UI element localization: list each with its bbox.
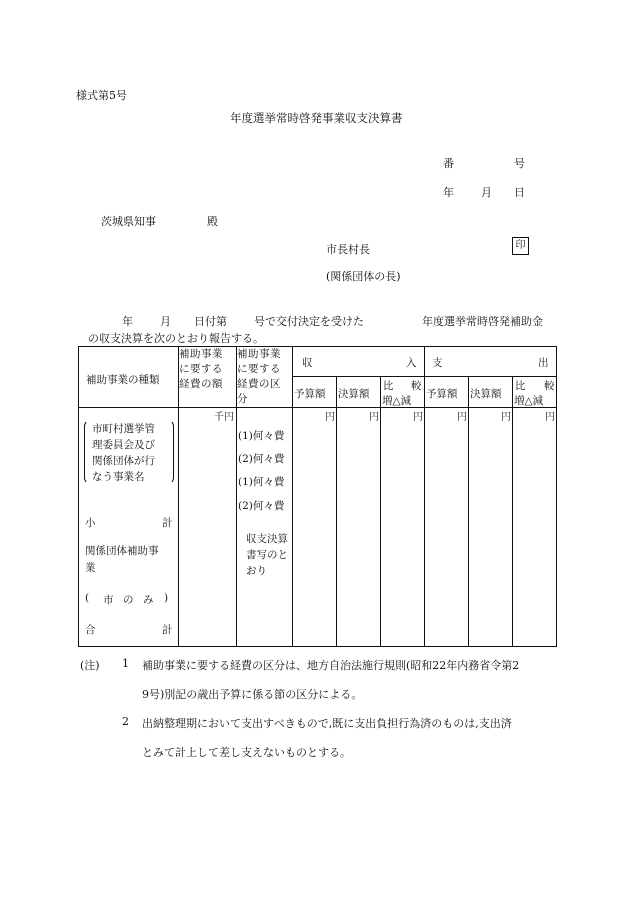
total-b: 計 [162,624,173,636]
col-class-line-2: に要する [237,363,281,375]
note-2-line-1: 出納整理期において支出すべきもので,既に支出負担行為済のものは,支出済 [142,717,512,730]
unit-yen-5: 円 [501,412,511,423]
unit-yen-1: 円 [325,412,335,423]
document-title: 年度選挙常時啓発事業収支決算書 [230,111,403,125]
income-settlement: 決算額 [338,388,370,400]
seal-mark: 印 [512,237,529,255]
city-only-close: ) [164,592,169,604]
note-2-line-2: とみて計上して差し支えないものとする。 [142,746,351,759]
income-header-left: 収 [302,357,313,369]
col-class-line-3: 経費の区 [237,378,281,390]
date-month: 月 [481,186,492,199]
unit-yen-4: 円 [457,412,467,423]
date-year: 年 [443,186,454,199]
business-name-line-2: 理委員会及び [92,439,155,451]
business-name-line-3: 関係団体が行 [92,455,155,467]
expense-budget: 予算額 [426,388,458,400]
note-line-2: 書写のと [246,549,288,561]
body-subsidy: 年度選挙常時啓発補助金 [422,315,543,328]
related-line-1: 関係団体補助事 [85,545,159,557]
note-1-number: 1 [122,657,129,670]
related-line-2: 業 [85,562,96,574]
addressee-honorific: 殿 [207,215,218,228]
ref-number-ban: 番 [443,157,454,170]
city-only-no: の [123,594,134,606]
business-name-line-1: 市町村選挙管 [92,423,155,435]
expense-compare-b: 較 [544,380,555,392]
notes-label: (注) [80,659,100,672]
income-compare-a: 比 [383,380,394,392]
note-line-1: 収支決算 [246,533,288,545]
unit-yen-2: 円 [369,412,379,423]
unit-thousand-yen: 千円 [214,412,234,423]
unit-yen-3: 円 [413,412,423,423]
addressee: 茨城県知事 [101,215,156,228]
cost-item-1: (1)何々費 [238,430,285,442]
note-line-3: おり [246,565,267,577]
city-only-only: み [143,594,154,606]
date-day: 日 [514,186,525,199]
body-decision: 号で交付決定を受けた [254,315,364,328]
body-year: 年 [122,315,133,328]
body-month: 月 [160,315,171,328]
subtotal-a: 小 [85,517,96,529]
col-cost-line-1: 補助事業 [179,348,223,360]
body-line-2: の収支決算を次のとおり報告する。 [88,332,264,345]
income-increase-decrease: 増△減 [382,395,412,407]
related-org-subsidy [85,543,159,577]
col-cost-line-3: 経費の額 [179,378,223,390]
income-header-right: 入 [406,357,417,369]
sender-sub: (関係団体の長) [326,270,401,283]
ref-number-go: 号 [514,157,525,170]
expense-increase-decrease: 増△減 [514,395,544,407]
col-cost-amount [179,347,236,392]
col-cost-class [237,347,292,407]
business-name-line-4: なう事業名 [92,471,145,483]
note-2-number: 2 [122,715,129,728]
col-class-line-1: 補助事業 [237,348,281,360]
expense-header-right: 出 [538,357,549,369]
income-budget: 予算額 [294,388,326,400]
settlement-table [78,346,557,647]
col-cost-line-2: に要する [179,363,223,375]
cost-item-4: (2)何々費 [238,500,285,512]
cost-item-3: (1)何々費 [238,476,285,488]
total-a: 合 [85,624,96,636]
expense-header-left: 支 [432,357,443,369]
cost-item-2: (2)何々費 [238,453,285,465]
col-class-line-4: 分 [237,393,248,405]
expense-compare-a: 比 [515,380,526,392]
city-only-city: 市 [103,594,114,606]
settlement-copy-note [246,531,288,579]
body-day-number: 日付第 [194,315,227,328]
form-number: 様式第5号 [76,89,127,102]
city-only-open: ( [85,592,90,604]
note-1-line-2: 9号)別記の歳出予算に係る節の区分による。 [142,688,363,701]
subtotal-b: 計 [162,517,173,529]
sender: 市長村長 [326,243,370,256]
income-compare-b: 較 [411,380,422,392]
expense-settlement: 決算額 [470,388,502,400]
note-1-line-1: 補助事業に要する経費の区分は、地方自治法施行規則(昭和22年内務省令第2 [142,659,520,672]
business-name [92,421,155,485]
unit-yen-6: 円 [545,412,555,423]
col-business-type: 補助事業の種類 [86,374,160,386]
